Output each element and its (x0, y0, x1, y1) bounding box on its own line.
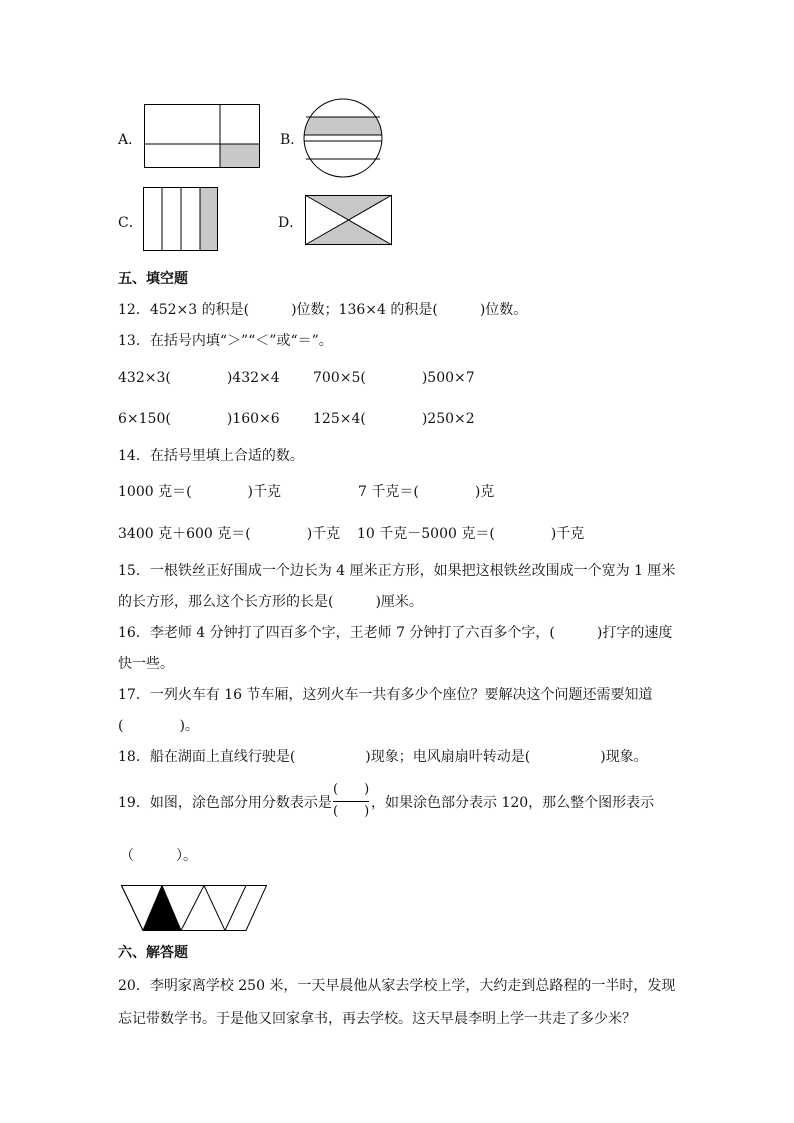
option-a-label: A． (118, 132, 143, 148)
question-13-item: 700×5( )500×7 (313, 370, 475, 386)
option-d-figure (305, 195, 392, 245)
option-d-label: D． (278, 215, 304, 231)
question-18: 18．船在湖面上直线行驶是( )现象；电风扇扇叶转动是( )现象。 (118, 749, 648, 765)
question-17-line-1: 17．一列火车有 16 节车厢，这列火车一共有多少个座位？要解决这个问题还需要知道 (118, 687, 653, 703)
question-19-fraction (331, 782, 371, 822)
fraction-bar (333, 801, 369, 802)
question-14-item: 10 千克－5000 克＝( )千克 (357, 526, 585, 542)
fraction-numerator: ( ) (333, 782, 370, 797)
question-20-line-2: 忘记带数学书。于是他又回家拿书，再去学校。这天早晨李明上学一共走了多少米？ (118, 1011, 636, 1027)
question-16-line-2: 快一些。 (118, 656, 174, 672)
question-19-triangle-figure (121, 885, 267, 931)
option-b-shaded-band (302, 117, 384, 135)
option-d-shaded-triangle-bottom (305, 220, 392, 245)
question-17-line-2: ( )。 (118, 718, 199, 734)
question-20-line-1: 20．李明家离学校 250 米，一天早晨他从家去学校上学，大约走到总路程的一半时，发现 (118, 978, 676, 994)
question-13-stem: 13．在括号内填“＞”“＜”或“＝”。 (118, 333, 333, 349)
question-13-item: 125×4( )250×2 (313, 411, 475, 427)
option-c-label: C． (118, 215, 143, 231)
option-a-figure (144, 104, 260, 168)
fraction-denominator: ( ) (333, 804, 370, 819)
question-14-item: 3400 克＋600 克＝( )千克 (118, 526, 341, 542)
option-c-figure (143, 187, 219, 251)
option-b-label: B． (280, 132, 305, 148)
question-16-line-1: 16．李老师 4 分钟打了四百多个字，王老师 7 分钟打了六百多个字，( )打字的速度 (118, 625, 673, 641)
option-c-shaded-strip (200, 187, 218, 250)
question-14-stem: 14．在括号里填上合适的数。 (118, 448, 304, 464)
question-19-pre: 19．如图，涂色部分用分数表示是 (118, 795, 332, 811)
section-fill-heading: 五、填空题 (118, 271, 188, 287)
question-14-item: 7 千克＝( )克 (358, 484, 495, 500)
question-12: 12．452×3 的积是( )位数；136×4 的积是( )位数。 (118, 302, 528, 318)
option-a-shaded-cell (220, 144, 259, 167)
question-15-line-1: 15．一根铁丝正好围成一个边长为 4 厘米正方形，如果把这根铁丝改围成一个宽为 1 厘米 (118, 563, 676, 579)
option-b-figure (302, 98, 384, 178)
question-14-item: 1000 克＝( )千克 (118, 484, 282, 500)
question-19-line-2: （ ）。 (120, 848, 197, 864)
question-13-item: 432×3( )432×4 (118, 370, 280, 386)
question-13-item: 6×150( )160×6 (118, 411, 280, 427)
shaded-triangle (143, 886, 181, 930)
question-19-post: ，如果涂色部分表示 120，那么整个图形表示 (371, 795, 655, 811)
section-solve-heading: 六、解答题 (118, 945, 188, 961)
option-d-shaded-triangle-top (305, 195, 392, 220)
question-15-line-2: 的长方形，那么这个长方形的长是( )厘米。 (118, 594, 423, 610)
